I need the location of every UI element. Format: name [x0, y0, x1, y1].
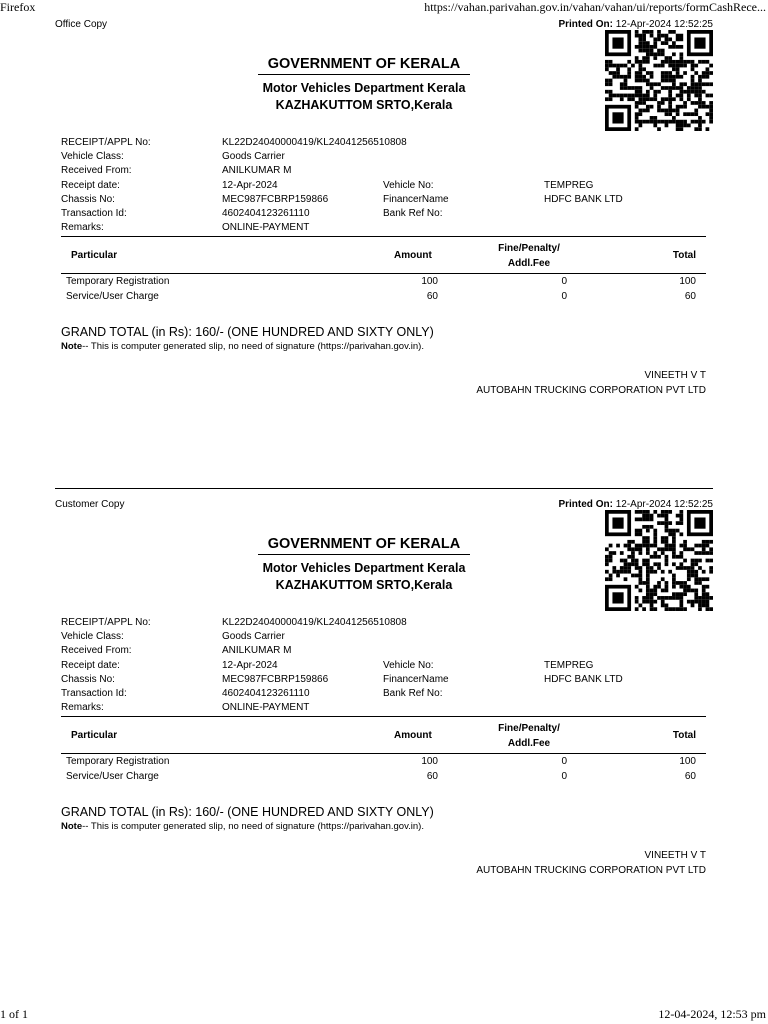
- note: [61, 341, 424, 352]
- printed-on-label: Printed On:: [558, 499, 613, 510]
- header-particular: Particular: [71, 730, 118, 741]
- chassis-value: MEC987FCBRP159866: [222, 674, 329, 685]
- bank-ref-label: Bank Ref No:: [383, 688, 443, 699]
- qr-code-image: [605, 510, 713, 611]
- vehicle-class-label: Vehicle Class:: [61, 151, 124, 162]
- financer-value: HDFC BANK LTD: [544, 674, 623, 685]
- received-from-label: Received From:: [61, 165, 132, 176]
- receipt-date-label: Receipt date:: [61, 180, 120, 191]
- row1-total: 100: [679, 756, 696, 767]
- chassis-label: Chassis No:: [61, 674, 115, 685]
- row2-particular: Service/User Charge: [66, 771, 159, 782]
- remarks-label: Remarks:: [61, 702, 104, 713]
- signatory-name: VINEETH V T: [644, 850, 706, 861]
- header-fine-line1: Fine/Penalty/: [498, 243, 560, 254]
- note-text: -- This is computer generated slip, no need of signature (https://parivahan.gov.in).: [82, 821, 424, 832]
- vehicle-class-value: Goods Carrier: [222, 151, 285, 162]
- receipt-no-label: RECEIPT/APPL No:: [61, 137, 151, 148]
- printed-on-value: 12-Apr-2024 12:52:25: [615, 499, 713, 510]
- print-datetime: 12-04-2024, 12:53 pm: [658, 1007, 766, 1021]
- printed-on: [558, 19, 713, 30]
- header-fine: [478, 241, 580, 271]
- row1-fine: 0: [561, 756, 567, 767]
- bank-ref-label: Bank Ref No:: [383, 208, 443, 219]
- vehicle-class-value: Goods Carrier: [222, 631, 285, 642]
- table-header-rule: [61, 753, 706, 754]
- copy-divider: [55, 488, 713, 489]
- vehicle-class-label: Vehicle Class:: [61, 631, 124, 642]
- receipt-copy: [0, 19, 768, 489]
- page-url: https://vahan.parivahan.gov.in/vahan/vahan/ui/reports/formCashRece...: [424, 0, 766, 14]
- receipt-date-value: 12-Apr-2024: [222, 660, 278, 671]
- grand-total: GRAND TOTAL (in Rs): 160/- (ONE HUNDRED AND SIXTY ONLY): [61, 805, 434, 819]
- vehicle-no-label: Vehicle No:: [383, 180, 434, 191]
- printed-on-label: Printed On:: [558, 19, 613, 30]
- vehicle-no-label: Vehicle No:: [383, 660, 434, 671]
- printed-on-value: 12-Apr-2024 12:52:25: [615, 19, 713, 30]
- office-name: KAZHAKUTTOM SRTO,Kerala: [275, 578, 453, 592]
- title-underline: [258, 554, 470, 555]
- table-header-rule: [61, 273, 706, 274]
- row1-amount: 100: [421, 276, 438, 287]
- receipt-date-label: Receipt date:: [61, 660, 120, 671]
- financer-label: FinancerName: [383, 194, 449, 205]
- header-fine: [478, 721, 580, 751]
- note-text: -- This is computer generated slip, no need of signature (https://parivahan.gov.in).: [82, 341, 424, 352]
- row2-total: 60: [684, 291, 696, 302]
- title-underline: [258, 74, 470, 75]
- header-amount: Amount: [394, 250, 432, 261]
- header-fine-line2: Addl.Fee: [507, 258, 551, 269]
- signatory-name: VINEETH V T: [644, 370, 706, 381]
- transaction-label: Transaction Id:: [61, 208, 127, 219]
- row2-amount: 60: [426, 291, 438, 302]
- transaction-value: 4602404123261110: [222, 688, 310, 699]
- chassis-label: Chassis No:: [61, 194, 115, 205]
- note-label: Note: [61, 821, 83, 832]
- chassis-value: MEC987FCBRP159866: [222, 194, 329, 205]
- vehicle-no-value: TEMPREG: [544, 180, 594, 191]
- copy-label: Office Copy: [55, 19, 108, 30]
- government-title: GOVERNMENT OF KERALA: [267, 56, 461, 72]
- financer-label: FinancerName: [383, 674, 449, 685]
- copy-label: Customer Copy: [55, 499, 125, 510]
- received-from-value: ANILKUMAR M: [222, 645, 292, 656]
- header-fine-line2: Addl.Fee: [507, 738, 551, 749]
- vehicle-no-value: TEMPREG: [544, 660, 594, 671]
- header-particular: Particular: [71, 250, 118, 261]
- header-total: Total: [672, 730, 696, 741]
- header-amount: Amount: [394, 730, 432, 741]
- table-top-rule: [61, 716, 706, 717]
- row2-fine: 0: [561, 771, 567, 782]
- receipt-no-value: KL22D24040000419/KL24041256510808: [222, 617, 407, 628]
- transaction-value: 4602404123261110: [222, 208, 310, 219]
- receipt-no-value: KL22D24040000419/KL24041256510808: [222, 137, 407, 148]
- row2-amount: 60: [426, 771, 438, 782]
- row2-fine: 0: [561, 291, 567, 302]
- row1-particular: Temporary Registration: [66, 276, 170, 287]
- grand-total: GRAND TOTAL (in Rs): 160/- (ONE HUNDRED AND SIXTY ONLY): [61, 325, 434, 339]
- received-from-label: Received From:: [61, 645, 132, 656]
- note-label: Note: [61, 341, 83, 352]
- row2-particular: Service/User Charge: [66, 291, 159, 302]
- header-fine-line1: Fine/Penalty/: [498, 723, 560, 734]
- signatory-company: AUTOBAHN TRUCKING CORPORATION PVT LTD: [476, 385, 706, 396]
- row1-fine: 0: [561, 276, 567, 287]
- qr-code-image: [605, 30, 713, 131]
- receipt-date-value: 12-Apr-2024: [222, 180, 278, 191]
- transaction-label: Transaction Id:: [61, 688, 127, 699]
- office-name: KAZHAKUTTOM SRTO,Kerala: [275, 98, 453, 112]
- row1-amount: 100: [421, 756, 438, 767]
- department-name: Motor Vehicles Department Kerala: [262, 561, 466, 575]
- remarks-value: ONLINE-PAYMENT: [222, 702, 310, 713]
- remarks-value: ONLINE-PAYMENT: [222, 222, 310, 233]
- government-title: GOVERNMENT OF KERALA: [267, 536, 461, 552]
- row1-particular: Temporary Registration: [66, 756, 170, 767]
- row1-total: 100: [679, 276, 696, 287]
- table-top-rule: [61, 236, 706, 237]
- signatory-company: AUTOBAHN TRUCKING CORPORATION PVT LTD: [476, 865, 706, 876]
- note: [61, 821, 424, 832]
- browser-title: Firefox: [0, 0, 36, 14]
- row2-total: 60: [684, 771, 696, 782]
- received-from-value: ANILKUMAR M: [222, 165, 292, 176]
- header-total: Total: [672, 250, 696, 261]
- receipt-no-label: RECEIPT/APPL No:: [61, 617, 151, 628]
- financer-value: HDFC BANK LTD: [544, 194, 623, 205]
- page-info: 1 of 1: [0, 1007, 28, 1021]
- remarks-label: Remarks:: [61, 222, 104, 233]
- department-name: Motor Vehicles Department Kerala: [262, 81, 466, 95]
- printed-on: [558, 499, 713, 510]
- receipt-copy: [0, 499, 768, 969]
